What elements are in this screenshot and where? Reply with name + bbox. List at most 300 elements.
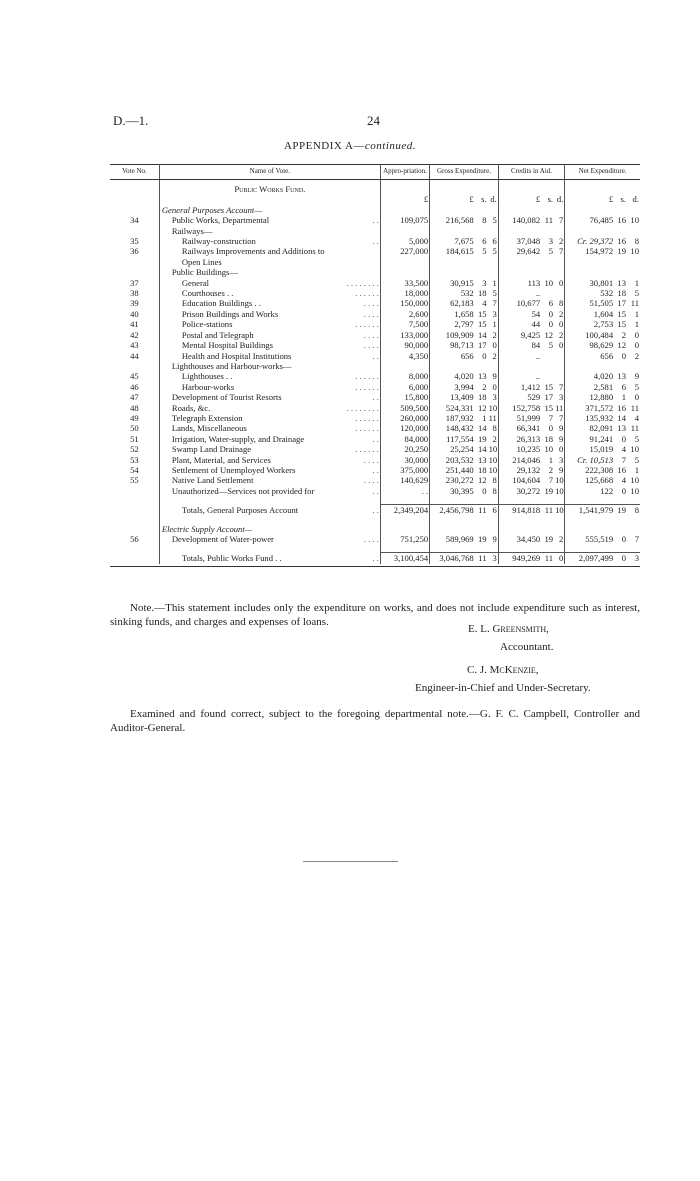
credits-pence <box>554 267 565 277</box>
net-shillings: 19 <box>617 246 626 257</box>
gross-pence: 2 <box>488 434 499 444</box>
credits-pence: 7 <box>554 215 565 225</box>
vote-name-text: Police-stations <box>181 319 233 330</box>
vote-name <box>159 465 380 475</box>
net-pence: 5 <box>634 288 639 299</box>
credits-pounds: 84 <box>531 340 541 351</box>
gross-shillings: 5 <box>482 246 487 257</box>
credits-pence: 7 <box>554 382 565 392</box>
gross-pounds: 589,969 <box>445 534 474 544</box>
vote-name <box>159 403 380 413</box>
credits-shillings: 0 <box>548 319 554 330</box>
appropriation-value: 7,500 <box>380 319 429 329</box>
empty-cell <box>498 544 565 553</box>
credits-pounds: 113 <box>527 277 541 288</box>
header-appropriation: Appro-priation. <box>380 165 429 180</box>
gross-pounds: 251,440 <box>445 464 474 475</box>
leader-dots: . . <box>372 485 379 496</box>
appendix-title <box>0 140 700 152</box>
gross-pence: 2 <box>488 351 499 361</box>
credits-pounds <box>498 257 541 267</box>
engineer-name: C. J. McKenzie, <box>467 664 539 676</box>
vote-number <box>110 486 159 496</box>
table-row <box>110 403 640 413</box>
gross-pounds: 2,456,798 <box>430 505 475 516</box>
appropriation-value <box>380 226 429 236</box>
net-pounds <box>565 257 614 267</box>
leader-dots: . . <box>372 236 379 247</box>
gross-pence: 0 <box>488 340 499 350</box>
net-pounds: 532 <box>600 288 614 299</box>
table-row <box>110 382 640 392</box>
gross-pence <box>488 524 499 534</box>
table-row <box>110 319 640 329</box>
credits-pounds: 10,677 <box>516 298 541 309</box>
credits-pence: 7 <box>554 413 565 423</box>
net-pounds: 122 <box>600 485 614 496</box>
empty-cell <box>159 516 380 524</box>
net-pence: 8 <box>627 505 640 516</box>
appropriation-value <box>380 257 429 267</box>
gross-pounds: 7,675 <box>454 236 474 247</box>
gross-pounds: 187,932 <box>445 412 474 423</box>
net-shillings: 0 <box>621 350 626 361</box>
vote-name-text: Native Land Settlement <box>171 475 254 486</box>
vote-name-text: Swamp Land Drainage <box>171 444 252 455</box>
table-row <box>110 423 640 433</box>
gross-shillings: 19 <box>477 433 487 444</box>
gross-shillings: 6 <box>482 236 487 247</box>
table-row <box>110 257 640 267</box>
credits-pounds: 29,642 <box>516 246 541 257</box>
credits-shillings: 5 <box>548 246 554 257</box>
net-pounds: 2,581 <box>593 381 614 392</box>
appropriation-value: 15,800 <box>380 392 429 402</box>
credits-pounds: .. <box>535 371 541 382</box>
credits-pounds: 140,082 <box>512 215 541 226</box>
vote-number <box>110 361 159 371</box>
credits-shillings: 11 <box>541 505 554 516</box>
appropriation-value: 260,000 <box>380 413 429 423</box>
credits-pence: 7 <box>554 246 565 256</box>
gross-pounds: 13,409 <box>450 392 474 403</box>
gross-pounds: 656 <box>460 350 474 361</box>
credits-shillings: 10 <box>544 277 554 288</box>
appropriation-value <box>380 267 429 277</box>
credits-pounds: 104,604 <box>512 475 541 486</box>
gross-pence <box>488 226 499 236</box>
table-row <box>110 455 640 465</box>
credits-pounds: .. <box>535 288 541 299</box>
vote-number: 54 <box>110 465 159 475</box>
vote-name <box>159 371 380 381</box>
table-row <box>110 351 640 361</box>
credits-shillings: 17 <box>544 392 554 403</box>
credits-pence <box>554 226 565 236</box>
vote-number <box>110 267 159 277</box>
vote-number: 53 <box>110 455 159 465</box>
rule-cell <box>110 564 640 567</box>
net-pounds: 371,572 <box>585 402 614 413</box>
vote-name-text: General Purposes Account— <box>161 204 262 215</box>
leader-dots: . . . . . . <box>355 371 379 382</box>
credits-shillings: 1 <box>548 454 554 465</box>
net-shillings: 13 <box>617 371 626 382</box>
table-row <box>110 465 640 475</box>
net-shillings: 0 <box>621 433 626 444</box>
table-row <box>110 236 640 246</box>
net-pounds: 82,091 <box>589 423 614 434</box>
credits-pence: 2 <box>554 534 565 544</box>
vote-name-text: Development of Water-power <box>171 534 274 544</box>
appropriation-value: 133,000 <box>380 330 429 340</box>
gross-shillings: 2 <box>482 381 487 392</box>
empty-cell <box>380 180 429 195</box>
net-shillings <box>614 267 627 277</box>
table-row <box>110 246 640 256</box>
net-pounds: 555,519 <box>585 534 614 544</box>
vote-number <box>110 505 159 516</box>
note-paragraph: Note.—This statement includes only the expenditure on works, and does not include expenditure such as interest, sinking funds, and charges and expenses of loans. <box>110 602 640 628</box>
vote-name-text: Telegraph Extension <box>171 412 243 423</box>
vote-name-text: Irrigation, Water-supply, and Drainage <box>171 433 305 444</box>
table-row <box>110 413 640 423</box>
credits-shillings <box>541 351 554 361</box>
vote-name-text: Education Buildings . . <box>181 298 261 309</box>
gross-shillings: 18 <box>477 464 487 475</box>
empty-cell <box>565 496 640 505</box>
appropriation-value: 84,000 <box>380 434 429 444</box>
gross-pounds: 3,046,768 <box>430 553 475 564</box>
gross-pounds <box>430 524 475 534</box>
gross-pounds: 62,183 <box>450 298 474 309</box>
unit-shillings: s. <box>620 194 626 205</box>
credits-pence: 2 <box>554 309 565 319</box>
vote-number: 56 <box>110 534 159 544</box>
table-row <box>110 524 640 534</box>
vote-number: 49 <box>110 413 159 423</box>
net-pence: 2 <box>634 350 639 361</box>
credits-pounds: 34,450 <box>516 534 541 544</box>
section-title: Public Works Fund. <box>159 180 380 195</box>
empty-cell <box>159 496 380 505</box>
gross-pence: 10 <box>488 454 498 465</box>
table-row <box>110 486 640 496</box>
vote-name <box>159 392 380 402</box>
appendix-title-continued: continued. <box>364 140 417 152</box>
unit-shillings: s. <box>481 194 487 205</box>
appropriation-value: 2,349,204 <box>380 505 429 516</box>
vote-name-text: Lighthouses and Harbour-works— <box>171 360 292 371</box>
table-row <box>110 298 640 308</box>
table-row <box>110 205 640 215</box>
vote-name-text: Lighthouses . . <box>181 371 233 382</box>
net-pence: 10 <box>630 485 639 496</box>
leader-dots: . . . . <box>363 534 379 544</box>
gross-shillings: 8 <box>482 215 487 226</box>
spacer-row <box>110 496 640 505</box>
table-row <box>110 215 640 225</box>
gross-shillings <box>475 524 488 534</box>
leader-dots: . . <box>372 215 379 226</box>
vote-number: 38 <box>110 288 159 298</box>
vote-number: 39 <box>110 298 159 308</box>
vote-name <box>159 434 380 444</box>
gross-pounds: 532 <box>460 288 474 299</box>
vote-name-text: Plant, Material, and Services <box>171 454 271 465</box>
gross-pence <box>488 267 499 277</box>
appropriation-value: 375,000 <box>380 465 429 475</box>
unit-shillings: s. <box>547 194 554 205</box>
gross-pence: 2 <box>488 330 499 340</box>
net-pounds: 98,629 <box>589 340 614 351</box>
vote-name-text: Railways Improvements and Additions to <box>181 246 325 257</box>
net-shillings: 12 <box>617 340 626 351</box>
appropriation-value: 140,629 <box>380 475 429 485</box>
gross-pounds: 4,020 <box>454 371 474 382</box>
gross-shillings: 0 <box>482 350 487 361</box>
gross-pounds: 30,395 <box>450 485 474 496</box>
vote-name-text: Railway-construction <box>181 236 256 247</box>
credits-pounds: 914,818 <box>498 505 541 516</box>
gross-shillings: 0 <box>482 485 487 496</box>
gross-pence <box>488 205 499 215</box>
vote-name-text: Totals, Public Works Fund . . <box>181 552 282 563</box>
appropriation-value: 33,500 <box>380 278 429 288</box>
credits-pounds <box>498 267 541 277</box>
gross-pounds: 3,994 <box>454 381 474 392</box>
leader-dots: . . . . . . <box>355 381 379 392</box>
net-shillings: 7 <box>621 454 626 465</box>
net-pence: 3 <box>627 553 640 564</box>
net-shillings: 0 <box>621 534 626 544</box>
vote-name <box>159 298 380 308</box>
gross-shillings: 12 <box>477 402 487 413</box>
credits-shillings: 0 <box>548 308 554 319</box>
header-name-of-vote: Name of Vote. <box>159 165 380 180</box>
credits-shillings: 3 <box>548 236 554 247</box>
credits-pence: 8 <box>554 298 565 308</box>
gross-pounds: 98,713 <box>450 340 474 351</box>
credits-pounds: 54 <box>531 308 541 319</box>
empty-cell <box>380 516 429 524</box>
vote-name <box>159 505 380 516</box>
net-pounds: 222,308 <box>585 464 614 475</box>
net-shillings: 16 <box>617 236 626 247</box>
leader-dots: . . <box>372 464 379 475</box>
net-pounds: 2,097,499 <box>565 553 614 564</box>
gross-pounds <box>430 226 475 236</box>
net-shillings: 15 <box>617 319 626 330</box>
net-shillings <box>614 524 627 534</box>
gross-pence: 6 <box>488 236 499 246</box>
vote-number: 37 <box>110 278 159 288</box>
appropriation-value <box>380 205 429 215</box>
leader-dots: . . . . . . <box>355 288 379 299</box>
appropriation-value <box>380 361 429 371</box>
net-pence <box>627 267 640 277</box>
net-shillings: 13 <box>617 423 626 434</box>
credits-shillings: 7 <box>548 475 554 486</box>
gross-shillings: 14 <box>477 329 487 340</box>
vote-name <box>159 361 380 371</box>
table-row <box>110 267 640 277</box>
table-body <box>110 180 640 567</box>
spacer-row <box>110 516 640 524</box>
credits-shillings: 18 <box>544 433 554 444</box>
net-pence: 11 <box>630 423 639 434</box>
net-pounds: 76,485 <box>589 215 614 226</box>
gross-shillings: 15 <box>477 308 487 319</box>
net-shillings: 15 <box>617 308 626 319</box>
net-pounds: Cr. 29,372 <box>577 236 614 247</box>
gross-pounds: 25,254 <box>450 444 474 455</box>
appropriation-value: 227,000 <box>380 246 429 256</box>
net-shillings: 14 <box>617 412 626 423</box>
gross-shillings: 3 <box>482 277 487 288</box>
gross-pounds: 184,615 <box>445 246 474 257</box>
vote-number: 52 <box>110 444 159 454</box>
empty-cell <box>380 496 429 505</box>
appropriation-value: 8,000 <box>380 371 429 381</box>
net-pounds: 15,019 <box>589 444 614 455</box>
gross-shillings: 19 <box>477 534 487 544</box>
vote-name-text: Electric Supply Account— <box>161 523 253 534</box>
leader-dots: . . <box>372 392 379 403</box>
gross-pounds: 216,568 <box>445 215 474 226</box>
gross-shillings: 18 <box>477 392 487 403</box>
appropriation-value: 90,000 <box>380 340 429 350</box>
vote-name <box>159 534 380 544</box>
credits-pounds <box>498 205 541 215</box>
gross-pence: 7 <box>488 298 499 308</box>
credits-pence: 11 <box>555 402 564 413</box>
net-pounds: 12,880 <box>589 392 614 403</box>
credits-shillings <box>541 257 554 267</box>
table-row <box>110 371 640 381</box>
net-pence: 0 <box>634 392 639 403</box>
net-shillings: 16 <box>617 215 626 226</box>
table-row <box>110 475 640 485</box>
unit-pence: d. <box>632 194 639 205</box>
accountant-title: Accountant. <box>500 641 554 653</box>
credits-pence <box>554 371 565 381</box>
leader-dots: . . . . <box>363 475 379 486</box>
table-row <box>110 330 640 340</box>
net-pounds: 656 <box>600 350 614 361</box>
vote-name <box>159 524 380 534</box>
vote-number: 50 <box>110 423 159 433</box>
gross-pence: 8 <box>488 475 499 485</box>
net-pence: 5 <box>634 433 639 444</box>
net-pence: 1 <box>634 319 639 330</box>
table-row <box>110 226 640 236</box>
vote-name-text: Harbour-works <box>181 381 235 392</box>
total-row <box>110 505 640 516</box>
credits-pounds: 26,313 <box>516 433 541 444</box>
vote-name-text: General <box>181 277 210 288</box>
appropriation-value: 3,100,454 <box>380 553 429 564</box>
net-pence: 4 <box>634 412 639 423</box>
net-pence: 10 <box>630 444 639 455</box>
empty-cell <box>110 194 159 204</box>
credits-pounds: 1,412 <box>520 381 541 392</box>
net-shillings: 6 <box>621 381 626 392</box>
net-pence <box>627 361 640 371</box>
empty-cell <box>430 496 499 505</box>
credits-pounds: .. <box>535 350 541 361</box>
vote-name <box>159 455 380 465</box>
vote-number <box>110 226 159 236</box>
table-row <box>110 340 640 350</box>
empty-cell <box>498 496 565 505</box>
gross-shillings: 13 <box>477 454 487 465</box>
leader-dots: . . <box>372 552 379 563</box>
credits-pounds: 37,048 <box>516 236 541 247</box>
appropriation-value: 2,600 <box>380 309 429 319</box>
table-row <box>110 361 640 371</box>
net-pounds <box>565 205 614 215</box>
net-pence <box>627 524 640 534</box>
credits-shillings <box>541 226 554 236</box>
credits-shillings: 19 <box>544 485 554 496</box>
vote-number: 47 <box>110 392 159 402</box>
closing-rule <box>303 861 398 862</box>
appropriation-value: 6,000 <box>380 382 429 392</box>
empty-cell <box>110 180 159 195</box>
net-pounds: 154,972 <box>585 246 614 257</box>
gross-pounds: 203,532 <box>445 454 474 465</box>
appropriation-value: 150,000 <box>380 298 429 308</box>
empty-cell <box>565 516 640 524</box>
net-pounds <box>565 361 614 371</box>
leader-dots: . . . . <box>363 298 379 309</box>
credits-pence <box>554 288 565 298</box>
gross-shillings <box>475 205 488 215</box>
appropriation-value: 509,500 <box>380 403 429 413</box>
credits-pounds <box>498 524 541 534</box>
gross-shillings: 1 <box>482 412 487 423</box>
vote-number: 41 <box>110 319 159 329</box>
vote-name <box>159 246 380 256</box>
net-pence: 1 <box>634 308 639 319</box>
net-pence: 10 <box>630 246 639 257</box>
credits-pounds: 10,235 <box>516 444 541 455</box>
gross-pounds: 30,915 <box>450 277 474 288</box>
net-pounds: 100,484 <box>585 329 614 340</box>
empty-cell <box>110 544 159 553</box>
gross-pounds: 230,272 <box>445 475 474 486</box>
vote-name-text: Postal and Telegraph <box>181 329 254 340</box>
credits-pence: 0 <box>554 553 565 564</box>
gross-pence: 9 <box>488 371 499 381</box>
gross-shillings: 11 <box>475 553 488 564</box>
auditor-statement: Examined and found correct, subject to the foregoing departmental note.—G. F. C. Campbell, Controller and Auditor-General. <box>110 708 640 734</box>
vote-name <box>159 475 380 485</box>
credits-pence: 0 <box>554 444 565 454</box>
gross-shillings: 13 <box>477 371 487 382</box>
gross-pence: 10 <box>488 444 498 455</box>
vote-name <box>159 382 380 392</box>
net-pence: 10 <box>630 215 639 226</box>
empty-cell <box>498 180 565 195</box>
empty-cell <box>565 180 640 195</box>
leader-dots: . . . . . . <box>355 423 379 434</box>
table-row <box>110 434 640 444</box>
net-shillings: 18 <box>617 288 626 299</box>
net-pence: 0 <box>634 329 639 340</box>
credits-pence <box>554 205 565 215</box>
